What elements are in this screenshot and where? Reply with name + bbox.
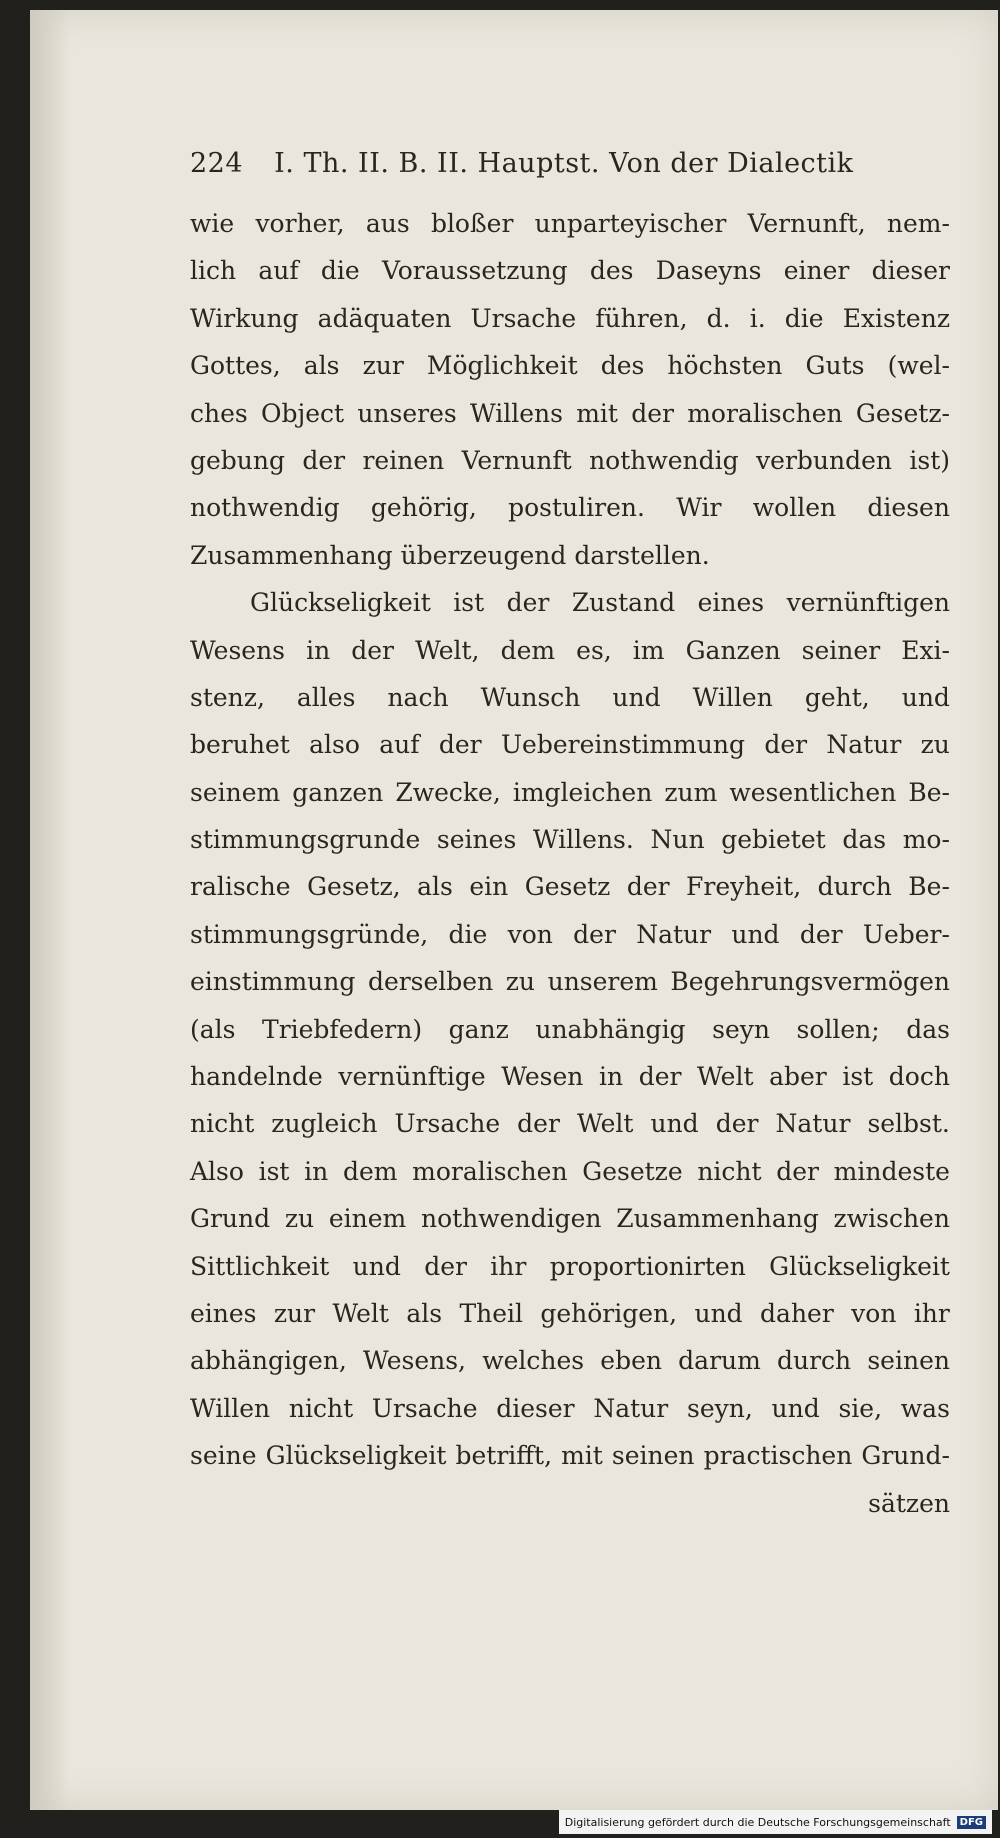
text-line — [190, 1148, 950, 1195]
word: gehörig, — [370, 493, 477, 523]
text-line — [190, 437, 950, 484]
catchword: sätzen — [868, 1488, 950, 1518]
word: Willens. — [532, 825, 634, 855]
word: darum — [678, 1346, 761, 1376]
word: ches — [190, 398, 248, 428]
word: zu — [505, 967, 536, 997]
word: zur — [273, 1298, 316, 1328]
word: handelnde — [190, 1062, 323, 1092]
word: ein — [469, 872, 509, 902]
text-line — [190, 627, 950, 674]
word: ist — [258, 1156, 290, 1186]
word: Ueber- — [862, 919, 950, 949]
word: seine — [190, 1441, 257, 1471]
text-line — [190, 247, 950, 294]
word: practischen — [703, 1441, 853, 1471]
text-line — [190, 1243, 950, 1290]
text-line — [190, 1006, 950, 1053]
word: ist) — [909, 445, 950, 475]
word: eines — [697, 588, 765, 618]
word: Wesens, — [363, 1346, 467, 1376]
word: unserem — [547, 967, 658, 997]
text-line — [190, 295, 950, 342]
word: ganz — [448, 1014, 509, 1044]
word: im — [632, 635, 665, 665]
word: einstimmung — [190, 967, 356, 997]
word: dieser — [496, 1393, 575, 1423]
word: durch — [777, 1346, 852, 1376]
word: sollen; — [796, 1014, 880, 1044]
digitization-footer — [559, 1810, 992, 1834]
text-line — [190, 863, 950, 910]
word: ist — [453, 588, 485, 618]
word: Also — [190, 1156, 244, 1186]
word: Willen — [190, 1393, 271, 1423]
word: lich — [190, 256, 237, 286]
word: die — [448, 919, 488, 949]
word: betrifft, — [455, 1441, 553, 1471]
text-line — [190, 769, 950, 816]
word: auf — [258, 256, 299, 286]
word: zwischen — [833, 1204, 950, 1234]
word: Existenz — [842, 303, 950, 333]
word: Voraussetzung — [381, 256, 568, 286]
word: ganzen — [292, 777, 384, 807]
word: nicht — [288, 1393, 354, 1423]
word: Freyheit, — [686, 872, 802, 902]
word: Zwecke, — [395, 777, 501, 807]
word: Wesens — [190, 635, 286, 665]
text-line — [190, 1432, 950, 1479]
word: die — [320, 256, 360, 286]
word: Ganzen — [685, 635, 781, 665]
word: des — [589, 256, 634, 286]
word: also — [309, 730, 360, 760]
text-line — [190, 342, 950, 389]
word: ralische — [190, 872, 291, 902]
word: ihr — [490, 1251, 527, 1281]
word: seinen — [867, 1346, 950, 1376]
word: der — [626, 872, 670, 902]
word: Glückseligkeit — [265, 1441, 447, 1471]
word: und — [650, 1109, 699, 1139]
catchword-line — [190, 1480, 950, 1527]
word: und — [694, 1298, 743, 1328]
word: ist — [842, 1062, 874, 1092]
word: der — [302, 445, 346, 475]
word: Natur — [593, 1393, 669, 1423]
word: wie — [190, 209, 235, 238]
word: Wunsch — [480, 682, 581, 712]
word: eben — [600, 1346, 662, 1376]
word: unabhängig — [535, 1014, 686, 1044]
word: moralischen — [412, 1156, 568, 1186]
word: wollen — [752, 493, 837, 523]
word: zu — [920, 730, 950, 760]
word: moralischen — [687, 398, 843, 428]
text-line — [190, 674, 950, 721]
word: dem — [342, 1156, 398, 1186]
word: Nun — [650, 825, 705, 855]
word: bloßer — [430, 209, 514, 238]
text-line — [190, 1100, 950, 1147]
word: der — [351, 635, 394, 665]
word: höchsten — [667, 351, 783, 381]
word: des — [600, 351, 645, 381]
word: Ursache — [371, 1393, 478, 1423]
word: Daseyns — [655, 256, 762, 286]
line-text: Zusammenhang überzeugend darstellen. — [190, 540, 710, 570]
word: seinen — [611, 1441, 695, 1471]
word: Guts — [805, 351, 865, 381]
word: als — [406, 1298, 443, 1328]
word: adäquaten — [317, 303, 452, 333]
word: abhängigen, — [190, 1346, 347, 1376]
word: Welt — [576, 1109, 634, 1139]
word: seyn — [712, 1014, 770, 1044]
word: alles — [296, 682, 356, 712]
word: nach — [387, 682, 449, 712]
text-line — [190, 484, 950, 531]
word: Triebfedern) — [262, 1014, 423, 1044]
word: daher — [760, 1298, 834, 1328]
word: der — [638, 1062, 682, 1092]
word: Willen — [692, 682, 773, 712]
word: Sittlichkeit — [190, 1251, 330, 1281]
word: als — [417, 872, 453, 902]
dfg-logo: DFG — [957, 1816, 986, 1829]
text-line — [190, 1290, 950, 1337]
word: Uebereinstimmung — [500, 730, 745, 760]
word: zur — [362, 351, 404, 381]
word: führen, — [595, 303, 688, 333]
word: einem — [328, 1204, 407, 1234]
text-line — [190, 1385, 950, 1432]
word: d. — [706, 303, 731, 333]
word: Wesen — [501, 1062, 584, 1092]
word: Gesetz- — [855, 398, 950, 428]
word: stenz, — [190, 682, 265, 712]
running-header — [190, 148, 950, 179]
body-text — [190, 200, 950, 1527]
word: der — [715, 1109, 759, 1139]
word: reinen — [362, 445, 445, 475]
word: Be- — [908, 872, 950, 902]
word: gebietet — [721, 825, 826, 855]
word: seines — [436, 825, 517, 855]
word: Vernunft — [461, 445, 572, 475]
word: seiner — [801, 635, 881, 665]
word: mo- — [902, 825, 950, 855]
word: die — [784, 303, 824, 333]
word: der — [631, 398, 674, 428]
word: Glückseligkeit — [769, 1251, 950, 1281]
word: Willens — [469, 398, 563, 428]
word: (als — [190, 1014, 236, 1044]
word: wesentlichen — [729, 777, 897, 807]
word: unparteyischer — [534, 209, 727, 238]
word: Gesetz, — [307, 872, 401, 902]
word: Welt — [697, 1062, 754, 1092]
word: nothwendig — [589, 445, 739, 475]
word: beruhet — [190, 730, 290, 760]
word: mit — [576, 398, 618, 428]
word: der — [506, 588, 550, 618]
word: der — [424, 1251, 467, 1281]
word: nothwendig — [190, 493, 340, 523]
word: dieser — [871, 256, 950, 286]
word: Welt — [332, 1298, 389, 1328]
word: zum — [664, 777, 718, 807]
word: durch — [817, 872, 892, 902]
word: mit — [561, 1441, 603, 1471]
word: Gottes, — [190, 351, 281, 381]
word: das — [906, 1014, 950, 1044]
word: stimmungsgrunde — [190, 825, 421, 855]
word: und — [612, 682, 661, 712]
word: sie, — [838, 1393, 883, 1423]
word: Zustand — [571, 588, 676, 618]
word: nothwendigen — [420, 1204, 602, 1234]
word: und — [901, 682, 950, 712]
word: Object — [260, 398, 345, 428]
word: zu — [284, 1204, 315, 1234]
word: derselben — [367, 967, 494, 997]
word: Wir — [676, 493, 722, 523]
word: der — [517, 1109, 560, 1139]
word: der — [573, 919, 616, 949]
word: der — [799, 919, 843, 949]
word: vernünftige — [338, 1062, 486, 1092]
text-line — [190, 721, 950, 768]
word: gebung — [190, 445, 286, 475]
running-title: I. Th. II. B. II. Hauptst. Von der Dialectik — [274, 148, 854, 179]
text-line — [190, 579, 950, 626]
word: ihr — [913, 1298, 950, 1328]
word: unseres — [357, 398, 457, 428]
word: diesen — [867, 493, 950, 523]
word: Welt, — [415, 635, 480, 665]
text-line — [190, 390, 950, 437]
word: doch — [888, 1062, 950, 1092]
word: Zusammenhang — [616, 1204, 819, 1234]
word: Vernunft, — [747, 209, 866, 238]
word: es, — [576, 635, 612, 665]
word: in — [304, 1156, 329, 1186]
word: seyn, — [686, 1393, 753, 1423]
word: nicht — [190, 1109, 255, 1139]
word: i. — [749, 303, 766, 333]
word: verbunden — [756, 445, 893, 475]
word: vorher, — [255, 209, 345, 238]
word: und — [352, 1251, 401, 1281]
word: Natur — [826, 730, 902, 760]
word: Ursache — [470, 303, 577, 333]
word: Grund — [190, 1204, 271, 1234]
word: welches — [482, 1346, 585, 1376]
text-line — [190, 200, 950, 247]
word: Exi- — [901, 635, 950, 665]
word: gehörigen, — [540, 1298, 678, 1328]
word: Grund- — [861, 1441, 950, 1471]
word: das — [842, 825, 887, 855]
text-line — [190, 958, 950, 1005]
text-line — [190, 1053, 950, 1100]
word: der — [776, 1156, 819, 1186]
text-line — [190, 1337, 950, 1384]
word: vernünftigen — [786, 588, 950, 618]
word: was — [900, 1393, 950, 1423]
word: nem- — [886, 209, 950, 238]
word: eines — [190, 1298, 257, 1328]
word: in — [306, 635, 331, 665]
word: (wel- — [887, 351, 950, 381]
word: Natur — [636, 919, 712, 949]
word: Gesetze — [582, 1156, 683, 1186]
text-line — [190, 816, 950, 863]
word: Ursache — [394, 1109, 501, 1139]
word: in — [599, 1062, 624, 1092]
page-gutter-shadow — [30, 10, 70, 1810]
word: Gesetz — [524, 872, 611, 902]
word: von — [507, 919, 553, 949]
word: Begehrungsvermögen — [670, 967, 950, 997]
word: imgleichen — [512, 777, 653, 807]
word: auf — [379, 730, 420, 760]
word: und — [771, 1393, 820, 1423]
word: postuliren. — [508, 493, 645, 523]
word: von — [851, 1298, 897, 1328]
word: proportionirten — [549, 1251, 746, 1281]
text-line — [190, 911, 950, 958]
page-number: 224 — [190, 148, 244, 179]
word: aber — [769, 1062, 827, 1092]
word: zugleich — [271, 1109, 378, 1139]
word: nicht — [697, 1156, 762, 1186]
word: Glückseligkeit — [250, 588, 431, 618]
word: selbst. — [867, 1109, 950, 1139]
word: mindeste — [833, 1156, 950, 1186]
word: als — [303, 351, 340, 381]
footer-credit: Digitalisierung gefördert durch die Deutsche Forschungsgemeinschaft — [564, 1815, 951, 1829]
word: dem — [500, 635, 556, 665]
word: stimmungsgründe, — [190, 919, 429, 949]
word: seinem — [190, 777, 281, 807]
word: Theil — [459, 1298, 523, 1328]
word: geht, — [804, 682, 870, 712]
word: Be- — [908, 777, 950, 807]
word: der — [438, 730, 482, 760]
text-line — [190, 1195, 950, 1242]
word: aus — [365, 209, 410, 238]
word: Natur — [775, 1109, 851, 1139]
word: und — [731, 919, 780, 949]
word: Möglichkeit — [426, 351, 578, 381]
text-line — [190, 532, 950, 579]
word: einer — [783, 256, 850, 286]
word: Wirkung — [190, 303, 299, 333]
word: der — [764, 730, 808, 760]
